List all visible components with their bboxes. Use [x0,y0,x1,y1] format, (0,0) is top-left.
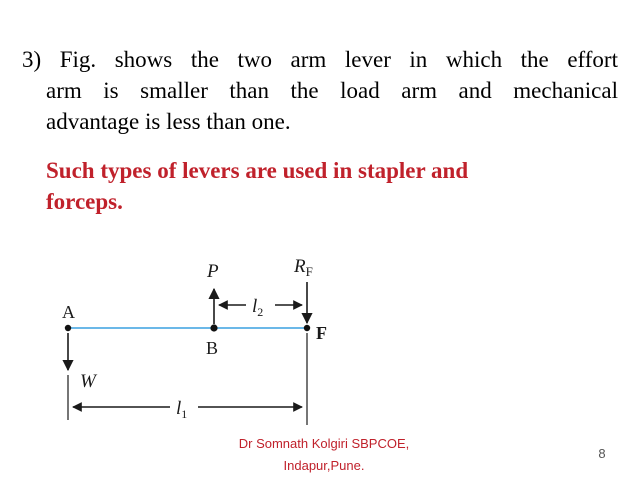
effort-p-label: P [207,261,219,282]
page-number: 8 [598,446,606,461]
dim-l1-subscript: 1 [181,407,188,421]
load-w-label: W [80,371,96,392]
dim-l1-label [176,398,187,421]
footer-line-2: Indapur,Pune. [283,458,365,473]
point-a-dot [65,325,71,331]
reaction-r-main: R [294,256,306,277]
dim-l2-label [252,296,263,319]
point-b-dot [210,324,217,331]
question-line-3: advantage is less than one. [46,109,291,134]
dim-l2-subscript: 2 [257,305,264,319]
question-line-1: 3) Fig. shows the two arm lever in which the effort [22,47,618,72]
footer-credit [218,433,430,477]
reaction-r-label [293,256,313,279]
highlight-line-1: Such types of levers are used in stapler and [46,158,469,183]
dim-l2-main: l [252,296,258,317]
point-f-label: F [316,323,327,343]
point-f-dot [304,325,310,331]
question-line-2: arm is smaller than the load arm and mechanical [46,78,618,103]
point-b-label: B [206,338,219,358]
point-a-label: A [62,302,75,322]
footer-line-1: Dr Somnath Kolgiri SBPCOE, [238,436,410,451]
dim-l1-main: l [176,398,182,419]
highlight-line-2: forceps. [46,189,123,214]
reaction-r-subscript: F [305,264,313,279]
